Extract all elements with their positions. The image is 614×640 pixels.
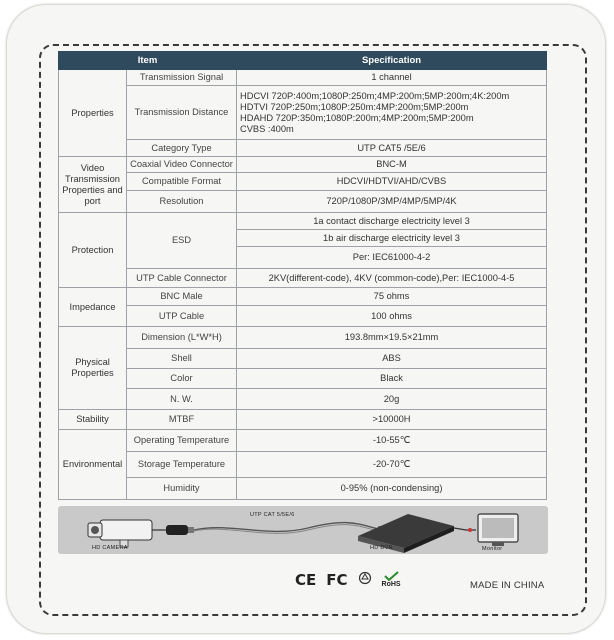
distance-line: CVBS :400m xyxy=(240,123,294,134)
item-nw: N. W. xyxy=(127,389,237,410)
balun-icon xyxy=(166,525,194,535)
value-esd-line: 1a contact discharge electricity level 3 xyxy=(237,213,547,230)
value-utp-cable: 100 ohms xyxy=(237,306,547,327)
monitor-label: Monitor xyxy=(482,546,503,552)
value-nw: 20g xyxy=(237,389,547,410)
table-row xyxy=(59,140,547,157)
utp-cable-icon xyxy=(194,523,378,532)
ce-mark-icon: CE xyxy=(295,571,317,589)
rohs-mark-icon xyxy=(382,571,401,589)
value-shell: ABS xyxy=(237,349,547,369)
item-utp-connector: UTP Cable Connector xyxy=(127,269,237,288)
certification-row xyxy=(295,568,401,592)
table-header-row xyxy=(59,52,547,70)
camera-label: HD CAMERA xyxy=(92,545,128,551)
item-bnc-male: BNC Male xyxy=(127,288,237,306)
header-specification: Specification xyxy=(237,52,547,70)
item-compatible-format: Compatible Format xyxy=(127,173,237,191)
camera-icon xyxy=(88,520,152,547)
table-row xyxy=(59,430,547,452)
value-transmission-signal: 1 channel xyxy=(237,70,547,86)
dvr-label: HD DVR xyxy=(370,545,393,551)
table-row xyxy=(59,327,547,349)
recycle-icon xyxy=(358,571,372,590)
value-bnc-male: 75 ohms xyxy=(237,288,547,306)
item-esd: ESD xyxy=(127,213,237,269)
distance-line: HDCVI 720P:400m;1080P:250m;4MP:200m;5MP:200m;4K:200m xyxy=(240,90,510,101)
table-row xyxy=(59,369,547,389)
group-protection: Protection xyxy=(59,213,127,288)
item-dimension: Dimension (L*W*H) xyxy=(127,327,237,349)
connection-diagram-art xyxy=(58,506,548,554)
distance-line: HDAHD 720P:350m;1080P:200m;4MP:200m;5MP:200m xyxy=(240,112,474,123)
table-row xyxy=(59,157,547,173)
value-color: Black xyxy=(237,369,547,389)
table-row xyxy=(59,173,547,191)
group-video: Video Transmission Properties and port xyxy=(59,157,127,213)
spec-table xyxy=(58,51,547,500)
value-utp-connector: 2KV(different-code), 4KV (common-code),Per: IEC1000-4-5 xyxy=(237,269,547,288)
value-resolution: 720P/1080P/3MP/4MP/5MP/4K xyxy=(237,191,547,213)
value-operating-temp: -10-55℃ xyxy=(237,430,547,452)
fcc-mark-icon: FC xyxy=(326,571,348,589)
table-row xyxy=(59,452,547,478)
value-compatible-format: HDCVI/HDTVI/AHD/CVBS xyxy=(237,173,547,191)
connection-diagram xyxy=(58,506,548,554)
value-mtbf: >10000H xyxy=(237,410,547,430)
item-shell: Shell xyxy=(127,349,237,369)
spec-table-wrapper xyxy=(58,51,546,500)
table-row xyxy=(59,86,547,140)
item-transmission-distance: Transmission Distance xyxy=(127,86,237,140)
rohs-label: RoHS xyxy=(381,581,401,588)
item-mtbf: MTBF xyxy=(127,410,237,430)
value-storage-temp: -20-70℃ xyxy=(237,452,547,478)
table-row xyxy=(59,478,547,500)
value-coaxial-connector: BNC-M xyxy=(237,157,547,173)
distance-line: HDTVI 720P:250m;1080P:250m:4MP:200m;5MP:200m xyxy=(240,101,469,112)
item-operating-temp: Operating Temperature xyxy=(127,430,237,452)
group-physical: Physical Properties xyxy=(59,327,127,410)
value-category-type: UTP CAT5 /5E/6 xyxy=(237,140,547,157)
table-row xyxy=(59,389,547,410)
item-transmission-signal: Transmission Signal xyxy=(127,70,237,86)
group-environmental: Environmental xyxy=(59,430,127,500)
item-coaxial-connector: Coaxial Video Connector xyxy=(127,157,237,173)
item-utp-cable: UTP Cable xyxy=(127,306,237,327)
monitor-icon xyxy=(478,514,518,546)
value-esd-line: 1b air discharge electricity level 3 xyxy=(237,230,547,247)
header-item: Item xyxy=(59,52,237,70)
cable-label: UTP CAT 5/5E/6 xyxy=(250,512,295,518)
item-resolution: Resolution xyxy=(127,191,237,213)
table-row xyxy=(59,410,547,430)
group-properties: Properties xyxy=(59,70,127,157)
value-humidity: 0-95% (non-condensing) xyxy=(237,478,547,500)
value-dimension: 193.8mm×19.5×21mm xyxy=(237,327,547,349)
table-row xyxy=(59,269,547,288)
group-impedance: Impedance xyxy=(59,288,127,327)
item-humidity: Humidity xyxy=(127,478,237,500)
table-row xyxy=(59,306,547,327)
value-transmission-distance xyxy=(237,86,547,140)
table-row xyxy=(59,288,547,306)
table-row xyxy=(59,213,547,230)
table-row xyxy=(59,70,547,86)
made-in-label: MADE IN CHINA xyxy=(470,580,545,591)
item-category-type: Category Type xyxy=(127,140,237,157)
group-stability: Stability xyxy=(59,410,127,430)
value-esd-line: Per: IEC61000-4-2 xyxy=(237,247,547,269)
item-storage-temp: Storage Temperature xyxy=(127,452,237,478)
table-row xyxy=(59,349,547,369)
item-color: Color xyxy=(127,369,237,389)
table-row xyxy=(59,191,547,213)
